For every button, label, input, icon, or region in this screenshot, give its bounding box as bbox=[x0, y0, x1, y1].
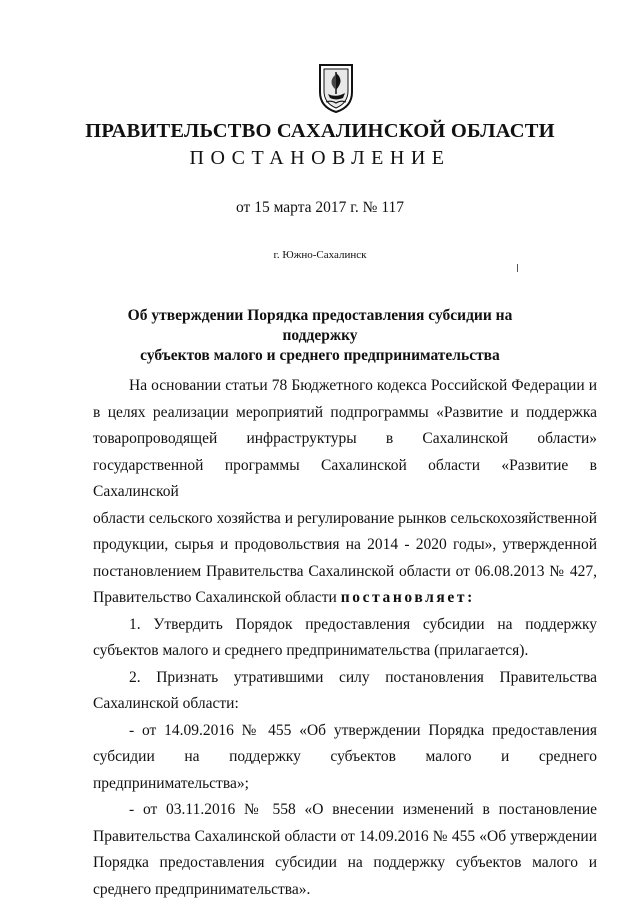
sub-2-line-3: Порядка предоставления субсидии на поддержку субъектов малого и bbox=[93, 854, 597, 871]
document-city: г. Южно-Сахалинск bbox=[273, 249, 367, 261]
document-body bbox=[93, 373, 597, 903]
organization-title: ПРАВИТЕЛЬСТВО САХАЛИНСКОЙ ОБЛАСТИ bbox=[85, 120, 555, 142]
subject-line-1: Об утверждении Порядка предоставления субсидии на поддержку bbox=[127, 307, 513, 344]
preamble-line-2: в целях реализации мероприятий подпрограммы «Развитие и поддержка bbox=[93, 403, 597, 421]
preamble-line-6: продукции, сырья и продовольствия на 2014 - 2020 годы», утвержденной bbox=[93, 536, 597, 553]
preamble-paragraph bbox=[93, 373, 597, 612]
item-2-line-1: 2. Признать утратившими силу постановления Правительства bbox=[129, 668, 597, 686]
item-2 bbox=[93, 665, 597, 718]
sub-2-line-4: среднего предпринимательства». bbox=[93, 880, 311, 898]
coat-of-arms-icon bbox=[318, 62, 354, 114]
sub-1-line-1: - от 14.09.2016 № 455 «Об утверждении Порядка предоставления bbox=[129, 721, 597, 739]
decree-word: постановляет: bbox=[340, 589, 475, 606]
preamble-line-1: На основании статьи 78 Бюджетного кодекса Российской Федерации и bbox=[129, 377, 597, 394]
document-date-number: от 15 марта 2017 г. № 117 bbox=[236, 199, 404, 216]
item-2-sub-2 bbox=[93, 797, 597, 903]
preamble-authority: Правительство Сахалинской области bbox=[93, 589, 341, 606]
item-2-sub-1 bbox=[93, 718, 597, 798]
preamble-line-5: области сельского хозяйства и регулирование рынков сельскохозяйственной bbox=[93, 509, 597, 527]
preamble-line-7: постановлением Правительства Сахалинской области от 06.08.2013 № 427, bbox=[93, 562, 597, 580]
preamble-line-8 bbox=[93, 585, 597, 612]
sub-2-line-1: - от 03.11.2016 № 558 «О внесении изменений в постановление bbox=[129, 801, 597, 818]
item-2-line-2: Сахалинской области: bbox=[93, 695, 239, 712]
item-1-line-1: 1. Утвердить Порядок предоставления субсидии на поддержку bbox=[129, 615, 597, 633]
item-1-line-2: субъектов малого и среднего предпринимательства (прилагается). bbox=[93, 642, 529, 659]
preamble-line-3: товаропроводящей инфраструктуры в Сахалинской области» bbox=[93, 430, 597, 447]
sub-2-line-2: Правительства Сахалинской области от 14.09.2016 № 455 «Об утверждении bbox=[93, 827, 597, 845]
item-1 bbox=[93, 612, 597, 665]
document-subject bbox=[100, 306, 540, 366]
scan-mark bbox=[517, 264, 518, 272]
preamble-line-4: государственной программы Сахалинской области «Развитие в Сахалинской bbox=[93, 456, 597, 500]
subject-line-2: субъектов малого и среднего предпринимательства bbox=[140, 347, 500, 364]
sub-1-line-2: субсидии на поддержку субъектов малого и среднего предпринимательства»; bbox=[93, 748, 597, 792]
document-type: ПОСТАНОВЛЕНИЕ bbox=[189, 147, 451, 169]
